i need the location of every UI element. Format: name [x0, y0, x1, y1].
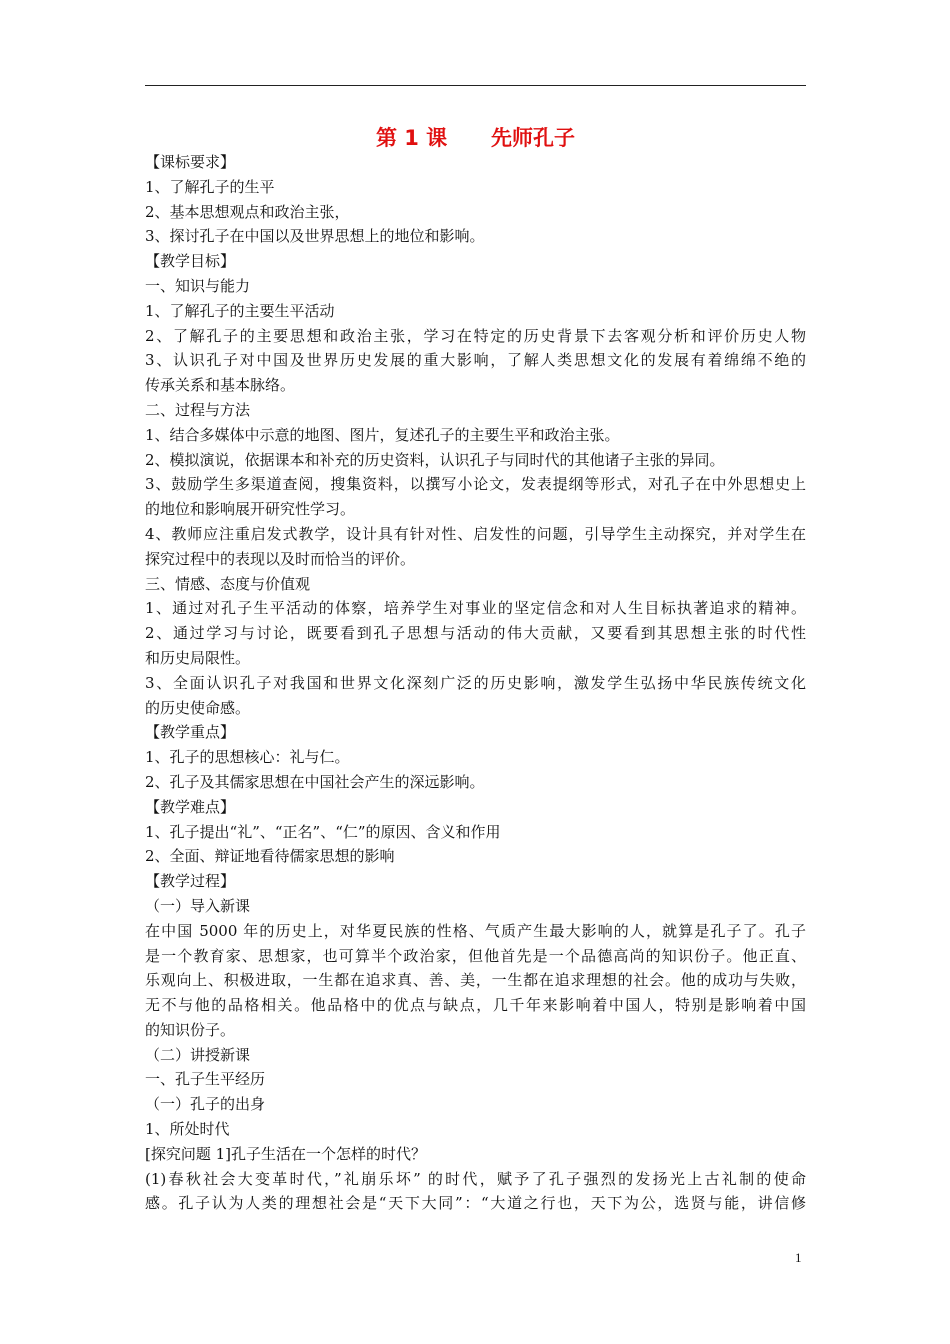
text-line: 的历史使命感。	[145, 698, 251, 717]
text-line: 1、了解孔子的生平	[145, 177, 275, 196]
text-line: [探究问题 1]孔子生活在一个怎样的时代？	[145, 1144, 427, 1163]
text-line: 感。孔子认为人类的理想社会是“天下大同”：“大道之行也，天下为公，选贤与能，讲信修	[145, 1194, 806, 1213]
text-line: （一）孔子的出身	[145, 1095, 266, 1114]
text-line: 【教学重点】	[145, 723, 236, 742]
text-line: 乐观向上、积极进取，一生都在追求真、善、美，一生都在追求理想的社会。他的成功与失败，	[145, 971, 806, 990]
text-line: 3、鼓励学生多渠道查阅，搜集资料，以撰写小论文，发表提纲等形式，对孔子在中外思想史上	[145, 475, 806, 494]
text-line: (1)春秋社会大变革时代，”礼崩乐坏” 的时代，赋予了孔子强烈的发扬光上古礼制的使命	[145, 1169, 806, 1188]
text-line: 探究过程中的表现以及时而恰当的评价。	[145, 549, 416, 568]
text-line: 的地位和影响展开研究性学习。	[145, 500, 356, 519]
text-line: （一）导入新课	[145, 896, 251, 915]
text-line: 无不与他的品格相关。他品格中的优点与缺点，几千年来影响着中国人，特别是影响着中国	[145, 996, 806, 1015]
text-line: 3、探讨孔子在中国以及世界思想上的地位和影响。	[145, 227, 485, 246]
text-line: 2、了解孔子的主要思想和政治主张，学习在特定的历史背景下去客观分析和评价历史人物	[145, 326, 806, 345]
text-line: 1、通过对孔子生平活动的体察，培养学生对事业的坚定信念和对人生目标执著追求的精神。	[145, 599, 806, 618]
text-line: 三、情感、态度与价值观	[145, 574, 311, 593]
text-line: 二、过程与方法	[145, 400, 251, 419]
text-line: 在中国 5000 年的历史上，对华夏民族的性格、气质产生最大影响的人，就算是孔子了。孔子	[145, 921, 806, 940]
text-line: 4、教师应注重启发式教学，设计具有针对性、启发性的问题，引导学生主动探究，并对学生在	[145, 524, 806, 543]
text-line: 的知识份子。	[145, 1020, 236, 1039]
text-line: 传承关系和基本脉络。	[145, 376, 296, 395]
text-line: 是一个教育家、思想家，也可算半个政治家，但他首先是一个品德高尚的知识份子。他正直、	[145, 946, 806, 965]
text-line: 3、全面认识孔子对我国和世界文化深刻广泛的历史影响，激发学生弘扬中华民族传统文化	[145, 673, 806, 692]
text-line: 【教学过程】	[145, 872, 236, 891]
document-body	[145, 150, 806, 1216]
text-line: 1、了解孔子的主要生平活动	[145, 301, 335, 320]
text-line: 3、认识孔子对中国及世界历史发展的重大影响，了解人类思想文化的发展有着绵绵不绝的	[145, 351, 806, 370]
text-line: 和历史局限性。	[145, 648, 251, 667]
text-line: 【教学目标】	[145, 252, 236, 271]
lesson-title: 第 1 课 先师孔子	[375, 126, 576, 150]
text-line: 【课标要求】	[145, 153, 236, 171]
text-line: 一、知识与能力	[145, 276, 251, 295]
text-line: 1、所处时代	[145, 1120, 230, 1139]
text-line: 1、孔子提出“礼”、“正名”、“仁”的原因、含义和作用	[145, 822, 501, 841]
text-line: 1、孔子的思想核心：礼与仁。	[145, 748, 350, 767]
text-line: 一、孔子生平经历	[145, 1070, 266, 1089]
text-line: 2、模拟演说，依据课本和补充的历史资料，认识孔子与同时代的其他诸子主张的异同。	[145, 450, 725, 469]
text-line: 1、结合多媒体中示意的地图、图片，复述孔子的主要生平和政治主张。	[145, 425, 620, 444]
text-line: （二）讲授新课	[145, 1045, 251, 1064]
text-line: 2、基本思想观点和政治主张，	[145, 202, 350, 221]
header-rule	[145, 85, 806, 86]
text-line: 2、通过学习与讨论，既要看到孔子思想与活动的伟大贡献，又要看到其思想主张的时代性	[145, 624, 806, 643]
text-line: 【教学难点】	[145, 797, 236, 816]
text-line: 2、全面、辩证地看待儒家思想的影响	[145, 847, 395, 866]
text-line: 2、孔子及其儒家思想在中国社会产生的深远影响。	[145, 772, 485, 791]
page-number: 1	[795, 1250, 802, 1265]
